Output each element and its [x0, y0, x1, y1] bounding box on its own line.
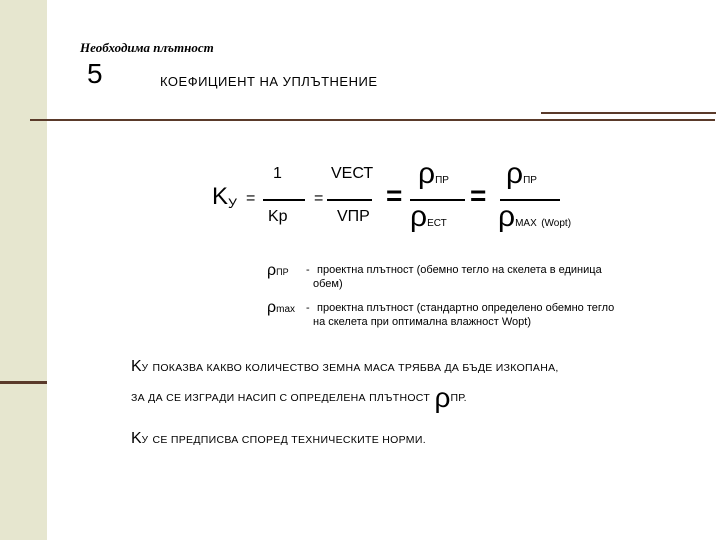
formula-k-symbol: $K_У$ — [212, 183, 237, 211]
slide-heading: КОЕФИЦИЕНТ НА УПЛЪТНЕНИЕ — [160, 74, 378, 89]
fraction4-denominator: ρMAX (Wopt) — [498, 200, 572, 233]
definition-1-dash: - — [306, 264, 310, 276]
slide-number: 5 — [87, 58, 103, 89]
definition-1-line2: обем) — [313, 278, 343, 290]
header-accent-rule — [541, 112, 716, 114]
formula-equals-1: = — [246, 190, 256, 207]
fraction2-denominator: VПР — [337, 208, 370, 225]
definition-2-line2: на скелета при оптимална влажност Wopt) — [313, 316, 531, 328]
definition-2-line1: проектна плътност (стандартно определено обемно тегло — [317, 302, 615, 314]
fraction1-bar — [263, 199, 305, 201]
fraction4-numerator: ρПР — [506, 157, 537, 190]
fraction1-numerator: 1 — [273, 165, 282, 182]
fraction2-bar — [327, 199, 372, 201]
definition-2-symbol: ρmax — [267, 299, 296, 316]
fraction3-denominator: ρЕСТ — [410, 200, 447, 233]
definition-2-dash: - — [306, 302, 310, 314]
fraction2-numerator: VЕСТ — [331, 165, 374, 182]
formula-equals-4: = — [470, 180, 487, 211]
definition-1-line1: проектна плътност (обемно тегло на скелета в единица — [317, 264, 602, 276]
statement-3: KУ СЕ ПРЕДПИСВА СПОРЕД ТЕХНИЧЕСКИТЕ НОРМИ. — [131, 430, 426, 447]
formula-equals-2: = — [314, 190, 324, 207]
formula-equals-3: = — [386, 180, 403, 211]
statement-2: ЗА ДА СЕ ИЗГРАДИ НАСИП С ОПРЕДЕЛЕНА ПЛЪТНОСТ ρПР. — [131, 382, 467, 413]
header-rule — [30, 119, 715, 121]
definition-1-symbol: ρПР — [267, 262, 289, 279]
statement-1: KУ ПОКАЗВА КАКВО КОЛИЧЕСТВО ЗЕМНА МАСА ТРЯБВА ДА БЪДЕ ИЗКОПАНА, — [131, 358, 559, 375]
slide-subtitle: Необходима плътност — [80, 40, 214, 55]
left-side-band — [0, 0, 47, 540]
side-band-divider — [0, 381, 47, 384]
fraction3-numerator: ρПР — [418, 157, 449, 190]
fraction1-denominator: Kр — [268, 208, 288, 225]
